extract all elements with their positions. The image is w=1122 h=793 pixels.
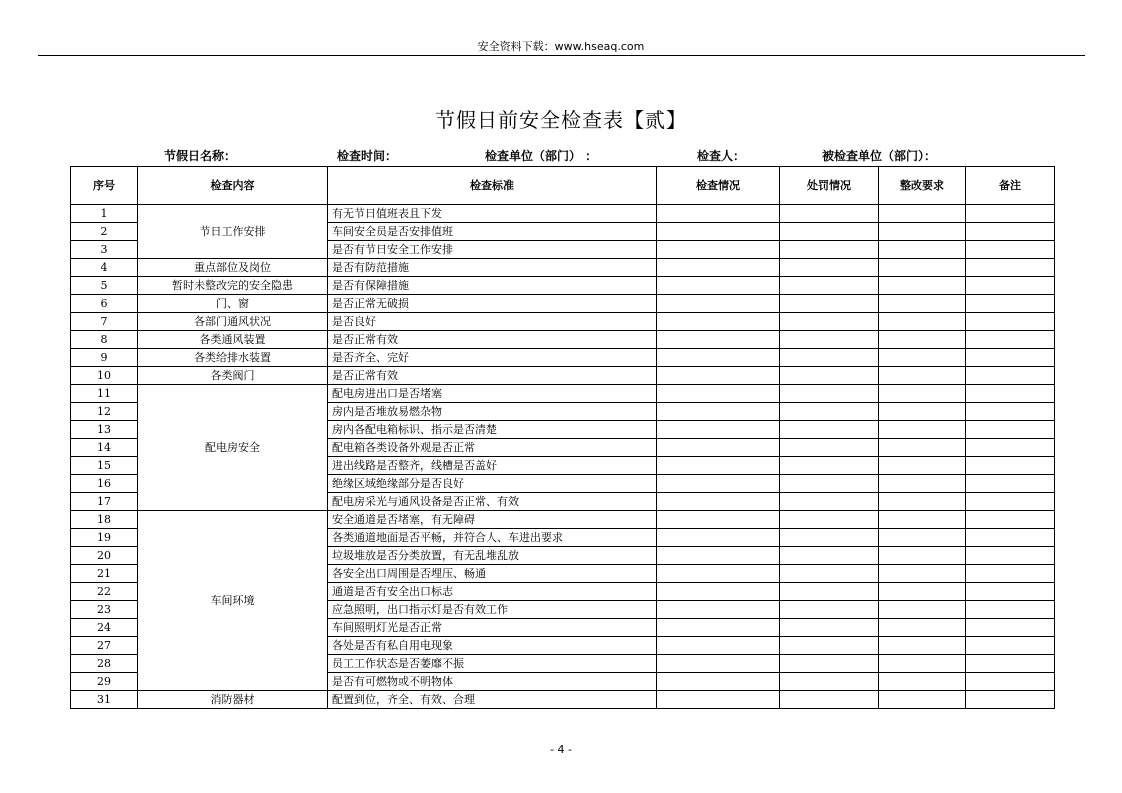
table-row (71, 367, 1055, 385)
inspection-item: 各类给排水装置 (138, 349, 328, 367)
table-row (71, 691, 1055, 709)
inspection-item: 各部门通风状况 (138, 313, 328, 331)
penalty-cell[interactable] (780, 241, 879, 259)
inspection-standard: 是否有保障措施 (328, 277, 657, 295)
status-cell[interactable] (657, 655, 780, 673)
inspection-standard: 各类通道地面是否平畅，并符合人、车进出要求 (328, 529, 657, 547)
penalty-cell[interactable] (780, 547, 879, 565)
penalty-cell[interactable] (780, 529, 879, 547)
rectification-cell[interactable] (879, 205, 966, 223)
remarks-cell[interactable] (966, 457, 1055, 475)
inspection-standard: 进出线路是否整齐，线槽是否盖好 (328, 457, 657, 475)
col-header-penalty: 处罚情况 (780, 167, 879, 205)
inspection-item: 节日工作安排 (138, 205, 328, 259)
inspection-table (70, 166, 1055, 709)
status-cell[interactable] (657, 673, 780, 691)
col-header-rectification: 整改要求 (879, 167, 966, 205)
penalty-cell[interactable] (780, 655, 879, 673)
rectification-cell[interactable] (879, 457, 966, 475)
status-cell[interactable] (657, 367, 780, 385)
status-cell[interactable] (657, 619, 780, 637)
row-number: 5 (71, 277, 138, 295)
status-cell[interactable] (657, 547, 780, 565)
inspection-standard: 员工工作状态是否萎靡不振 (328, 655, 657, 673)
row-number: 6 (71, 295, 138, 313)
row-number: 18 (71, 511, 138, 529)
row-number: 28 (71, 655, 138, 673)
page-number: - 4 - (550, 743, 572, 756)
status-cell[interactable] (657, 475, 780, 493)
inspection-item: 门、窗 (138, 295, 328, 313)
inspection-standard: 是否有防范措施 (328, 259, 657, 277)
remarks-cell[interactable] (966, 493, 1055, 511)
remarks-cell[interactable] (966, 529, 1055, 547)
remarks-cell[interactable] (966, 691, 1055, 709)
rectification-cell[interactable] (879, 529, 966, 547)
row-number: 29 (71, 673, 138, 691)
remarks-cell[interactable] (966, 313, 1055, 331)
rectification-cell[interactable] (879, 403, 966, 421)
status-cell[interactable] (657, 295, 780, 313)
inspection-standard: 是否有节日安全工作安排 (328, 241, 657, 259)
row-number: 16 (71, 475, 138, 493)
rectification-cell[interactable] (879, 313, 966, 331)
inspection-standard: 是否正常有效 (328, 367, 657, 385)
table-row (71, 511, 1055, 529)
row-number: 15 (71, 457, 138, 475)
table-row (71, 259, 1055, 277)
remarks-cell[interactable] (966, 637, 1055, 655)
rectification-cell[interactable] (879, 349, 966, 367)
inspection-item: 车间环境 (138, 511, 328, 691)
penalty-cell[interactable] (780, 583, 879, 601)
inspection-item: 各类通风装置 (138, 331, 328, 349)
remarks-cell[interactable] (966, 601, 1055, 619)
table-row (71, 331, 1055, 349)
rectification-cell[interactable] (879, 277, 966, 295)
col-header-no: 序号 (71, 167, 138, 205)
status-cell[interactable] (657, 331, 780, 349)
remarks-cell[interactable] (966, 673, 1055, 691)
penalty-cell[interactable] (780, 295, 879, 313)
inspection-standard: 是否正常有效 (328, 331, 657, 349)
row-number: 21 (71, 565, 138, 583)
penalty-cell[interactable] (780, 637, 879, 655)
penalty-cell[interactable] (780, 493, 879, 511)
row-number: 1 (71, 205, 138, 223)
row-number: 12 (71, 403, 138, 421)
status-cell[interactable] (657, 259, 780, 277)
rectification-cell[interactable] (879, 673, 966, 691)
inspection-standard: 是否有可燃物或不明物体 (328, 673, 657, 691)
inspection-standard: 配电房进出口是否堵塞 (328, 385, 657, 403)
page-header: 安全资料下载：www.hseaq.com (477, 40, 645, 53)
rectification-cell[interactable] (879, 385, 966, 403)
inspection-standard: 车间安全员是否安排值班 (328, 223, 657, 241)
header-divider (38, 55, 1085, 56)
inspection-standard: 垃圾堆放是否分类放置，有无乱堆乱放 (328, 547, 657, 565)
status-cell[interactable] (657, 457, 780, 475)
row-number: 7 (71, 313, 138, 331)
penalty-cell[interactable] (780, 349, 879, 367)
penalty-cell[interactable] (780, 223, 879, 241)
col-header-standard: 检查标准 (328, 167, 657, 205)
inspection-item: 配电房安全 (138, 385, 328, 511)
remarks-cell[interactable] (966, 439, 1055, 457)
status-cell[interactable] (657, 241, 780, 259)
table-row (71, 385, 1055, 403)
inspection-standard: 绝缘区域绝缘部分是否良好 (328, 475, 657, 493)
status-cell[interactable] (657, 601, 780, 619)
inspection-item: 重点部位及岗位 (138, 259, 328, 277)
remarks-cell[interactable] (966, 583, 1055, 601)
row-number: 17 (71, 493, 138, 511)
penalty-cell[interactable] (780, 367, 879, 385)
penalty-cell[interactable] (780, 403, 879, 421)
status-cell[interactable] (657, 439, 780, 457)
remarks-cell[interactable] (966, 241, 1055, 259)
rectification-cell[interactable] (879, 295, 966, 313)
status-cell[interactable] (657, 637, 780, 655)
remarks-cell[interactable] (966, 385, 1055, 403)
rectification-cell[interactable] (879, 421, 966, 439)
status-cell[interactable] (657, 403, 780, 421)
penalty-cell[interactable] (780, 457, 879, 475)
row-number: 13 (71, 421, 138, 439)
status-cell[interactable] (657, 349, 780, 367)
rectification-cell[interactable] (879, 547, 966, 565)
penalty-cell[interactable] (780, 331, 879, 349)
penalty-cell[interactable] (780, 277, 879, 295)
status-cell[interactable] (657, 421, 780, 439)
status-cell[interactable] (657, 529, 780, 547)
status-cell[interactable] (657, 583, 780, 601)
remarks-cell[interactable] (966, 349, 1055, 367)
status-cell[interactable] (657, 205, 780, 223)
table-body (71, 205, 1055, 709)
remarks-cell[interactable] (966, 205, 1055, 223)
status-cell[interactable] (657, 385, 780, 403)
penalty-cell[interactable] (780, 691, 879, 709)
remarks-cell[interactable] (966, 367, 1055, 385)
remarks-cell[interactable] (966, 619, 1055, 637)
rectification-cell[interactable] (879, 331, 966, 349)
status-cell[interactable] (657, 565, 780, 583)
row-number: 24 (71, 619, 138, 637)
penalty-cell[interactable] (780, 439, 879, 457)
penalty-cell[interactable] (780, 385, 879, 403)
row-number: 14 (71, 439, 138, 457)
rectification-cell[interactable] (879, 241, 966, 259)
rectification-cell[interactable] (879, 439, 966, 457)
inspection-standard: 是否良好 (328, 313, 657, 331)
remarks-cell[interactable] (966, 223, 1055, 241)
inspection-standard: 安全通道是否堵塞，有无障碍 (328, 511, 657, 529)
row-number: 19 (71, 529, 138, 547)
col-header-remarks: 备注 (966, 167, 1055, 205)
penalty-cell[interactable] (780, 421, 879, 439)
inspection-standard: 房内各配电箱标识、指示是否清楚 (328, 421, 657, 439)
remarks-cell[interactable] (966, 277, 1055, 295)
row-number: 23 (71, 601, 138, 619)
inspection-item: 各类阀门 (138, 367, 328, 385)
rectification-cell[interactable] (879, 565, 966, 583)
row-number: 4 (71, 259, 138, 277)
rectification-cell[interactable] (879, 475, 966, 493)
rectification-cell[interactable] (879, 601, 966, 619)
inspected-unit-label: 被检查单位（部门）： (822, 149, 937, 163)
inspection-standard: 配电箱各类设备外观是否正常 (328, 439, 657, 457)
inspection-standard: 配电房采光与通风设备是否正常、有效 (328, 493, 657, 511)
row-number: 20 (71, 547, 138, 565)
remarks-cell[interactable] (966, 547, 1055, 565)
rectification-cell[interactable] (879, 259, 966, 277)
inspect-unit-label: 检查单位（部门） ： (485, 149, 598, 163)
row-number: 8 (71, 331, 138, 349)
remarks-cell[interactable] (966, 259, 1055, 277)
penalty-cell[interactable] (780, 511, 879, 529)
remarks-cell[interactable] (966, 511, 1055, 529)
remarks-cell[interactable] (966, 403, 1055, 421)
rectification-cell[interactable] (879, 493, 966, 511)
inspector-label: 检查人： (697, 149, 746, 163)
penalty-cell[interactable] (780, 313, 879, 331)
document-title: 节假日前安全检查表【贰】 (435, 108, 687, 132)
row-number: 2 (71, 223, 138, 241)
inspection-standard: 配置到位，齐全、有效、合理 (328, 691, 657, 709)
status-cell[interactable] (657, 691, 780, 709)
row-number: 9 (71, 349, 138, 367)
rectification-cell[interactable] (879, 583, 966, 601)
inspection-standard: 有无节日值班表且下发 (328, 205, 657, 223)
status-cell[interactable] (657, 277, 780, 295)
remarks-cell[interactable] (966, 421, 1055, 439)
table-row (71, 349, 1055, 367)
penalty-cell[interactable] (780, 619, 879, 637)
col-header-content: 检查内容 (138, 167, 328, 205)
status-cell[interactable] (657, 511, 780, 529)
inspection-standard: 是否正常无破损 (328, 295, 657, 313)
inspection-standard: 房内是否堆放易燃杂物 (328, 403, 657, 421)
table-row (71, 295, 1055, 313)
row-number: 22 (71, 583, 138, 601)
remarks-cell[interactable] (966, 655, 1055, 673)
status-cell[interactable] (657, 223, 780, 241)
rectification-cell[interactable] (879, 367, 966, 385)
remarks-cell[interactable] (966, 565, 1055, 583)
inspection-standard: 是否齐全、完好 (328, 349, 657, 367)
table-row (71, 205, 1055, 223)
status-cell[interactable] (657, 493, 780, 511)
row-number: 10 (71, 367, 138, 385)
row-number: 27 (71, 637, 138, 655)
rectification-cell[interactable] (879, 619, 966, 637)
penalty-cell[interactable] (780, 565, 879, 583)
penalty-cell[interactable] (780, 259, 879, 277)
penalty-cell[interactable] (780, 475, 879, 493)
penalty-cell[interactable] (780, 205, 879, 223)
inspection-standard: 通道是否有安全出口标志 (328, 583, 657, 601)
table-row (71, 277, 1055, 295)
inspect-time-label: 检查时间： (337, 149, 398, 163)
row-number: 31 (71, 691, 138, 709)
rectification-cell[interactable] (879, 511, 966, 529)
rectification-cell[interactable] (879, 691, 966, 709)
inspection-standard: 应急照明，出口指示灯是否有效工作 (328, 601, 657, 619)
inspection-standard: 各处是否有私自用电现象 (328, 637, 657, 655)
remarks-cell[interactable] (966, 295, 1055, 313)
remarks-cell[interactable] (966, 475, 1055, 493)
inspection-item: 消防器材 (138, 691, 328, 709)
penalty-cell[interactable] (780, 673, 879, 691)
row-number: 3 (71, 241, 138, 259)
inspection-standard: 各安全出口周围是否埋压、畅通 (328, 565, 657, 583)
inspection-item: 暂时未整改完的安全隐患 (138, 277, 328, 295)
rectification-cell[interactable] (879, 655, 966, 673)
inspection-standard: 车间照明灯光是否正常 (328, 619, 657, 637)
col-header-status: 检查情况 (657, 167, 780, 205)
rectification-cell[interactable] (879, 637, 966, 655)
table-header-row (71, 167, 1055, 205)
row-number: 11 (71, 385, 138, 403)
penalty-cell[interactable] (780, 601, 879, 619)
rectification-cell[interactable] (879, 223, 966, 241)
table-row (71, 313, 1055, 331)
status-cell[interactable] (657, 313, 780, 331)
holiday-name-label: 节假日名称： (164, 149, 237, 163)
remarks-cell[interactable] (966, 331, 1055, 349)
